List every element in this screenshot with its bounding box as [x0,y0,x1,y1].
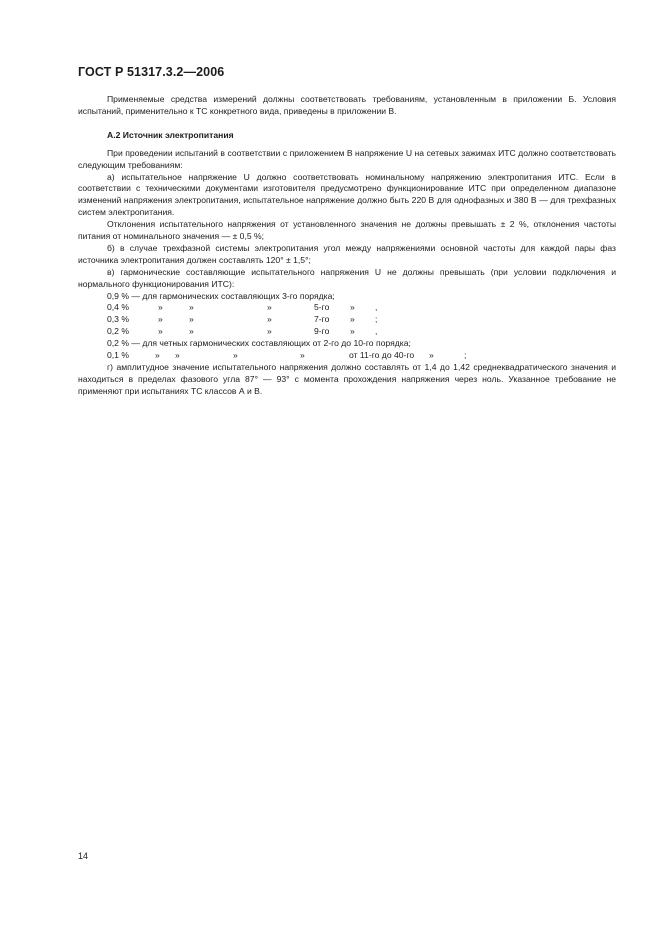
ditto-mark: » [155,350,160,361]
harmonic-order: 9-го [314,326,330,337]
page-content [78,94,616,398]
harmonic-row-3 [78,291,616,303]
ditto-mark: » [350,314,355,325]
document-header: ГОСТ Р 51317.3.2—2006 [78,65,225,79]
section-title: А.2 Источник электропитания [107,129,234,140]
paragraph-deviations: Отклонения испытательного напряжения от установленного значения не должны превышать ± 2 %, отклонения частоты питания от номинального значения — ± 0,5 %; [78,219,616,242]
harmonic-value: 0,1 % [107,350,129,361]
ditto-mark: » [350,302,355,313]
row-punctuation: ; [375,314,378,325]
page-number: 14 [78,851,89,861]
harmonic-order: 7-го [314,314,330,325]
ditto-mark: » [189,326,194,337]
ditto-mark: » [175,350,180,361]
ditto-mark: » [158,326,163,337]
ditto-mark: » [267,314,272,325]
ditto-mark: » [267,302,272,313]
ditto-mark: » [158,314,163,325]
harmonic-row-5 [78,302,616,314]
ditto-mark: » [189,302,194,313]
row-punctuation: , [375,302,378,313]
harmonic-order: от 11-го до 40-го [349,350,415,361]
harmonic-row-text: 0,2 % — для четных гармонических составляющих от 2-го до 10-го порядка; [107,338,411,349]
harmonic-value: 0,4 % [107,302,129,313]
harmonic-row-even [78,338,616,350]
paragraph-item-v: в) гармонические составляющие испытательного напряжения U не должны превышать (при условии подключения и нормального функционирования ИТС): [78,266,616,289]
paragraph-instruments: Применяемые средства измерений должны соответствовать требованиям, установленным в приложении Б. Условия испытаний, применительно к ТС конкретного вида, приведены в приложении В. [78,94,616,116]
ditto-mark: » [233,350,238,361]
harmonic-row-11-40 [78,350,616,362]
ditto-mark: » [189,314,194,325]
paragraph-item-a: а) испытательное напряжение U должно соответствовать номинальному напряжению электропитания ИТС. Если в соответствии с техническими документами изготовителя предусмотрено функционирование ИТС при определенном диапазоне изменений напряжения электропитания, испытательное напряжение должно быть 220 В для однофазных и 380 В — для трехфазных систем электропитания. [78,171,616,218]
ditto-mark: » [300,350,305,361]
paragraph-supply-requirements: При проведении испытаний в соответствии с приложением В напряжение U на сетевых зажимах ИТС должно соответствовать следующим требованиям: [78,147,616,170]
harmonic-order: 5-го [314,302,330,313]
harmonic-value: 0,2 % [107,326,129,337]
row-punctuation: , [375,326,378,337]
paragraph-item-b: б) в случае трехфазной системы электропитания угол между напряжениями основной частоты для каждой пары фаз источника электропитания должен составлять 120° ± 1,5°; [78,242,616,265]
ditto-mark: » [429,350,434,361]
ditto-mark: » [267,326,272,337]
harmonic-row-7 [78,314,616,326]
harmonic-row-text: 0,9 % — для гармонических составляющих 3-го порядка; [107,290,335,301]
ditto-mark: » [158,302,163,313]
harmonic-row-9 [78,326,616,338]
paragraph-item-g: г) амплитудное значение испытательного напряжения должно составлять от 1,4 до 1,42 среднеквадратического значения и находиться в пределах фазового угла 87° — 93° с момента прохождения напряжения через ноль. Указанное требование не применяют при испытаниях ТС классов А и В. [78,361,616,396]
harmonic-value: 0,3 % [107,314,129,325]
ditto-mark: » [350,326,355,337]
row-punctuation: ; [464,350,467,361]
